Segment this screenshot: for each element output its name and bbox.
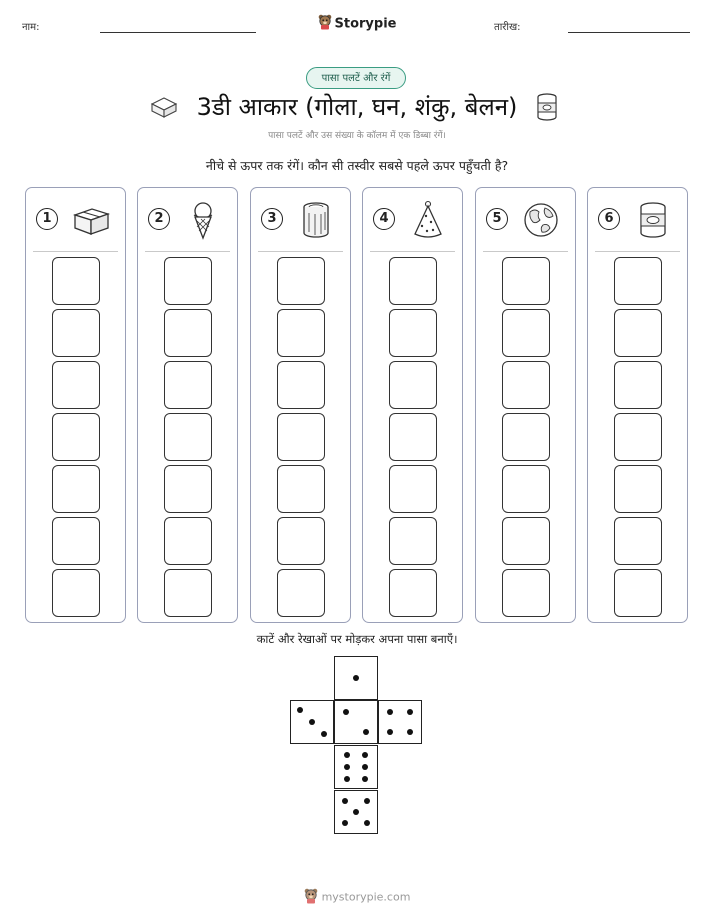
color-box[interactable]: [164, 569, 212, 617]
color-box[interactable]: [52, 309, 100, 357]
column-number: 1: [36, 208, 58, 230]
dice-pip: [407, 729, 413, 735]
column-1: [25, 187, 126, 623]
log-cylinder-icon: [295, 200, 337, 240]
dice-face-1: [334, 656, 378, 700]
column-divider: [33, 251, 118, 252]
color-box[interactable]: [502, 361, 550, 409]
color-box[interactable]: [277, 309, 325, 357]
activity-badge: पासा पलटें और रंगें: [306, 67, 406, 89]
color-box[interactable]: [389, 257, 437, 305]
color-box[interactable]: [277, 465, 325, 513]
party-hat-icon: [407, 200, 449, 240]
color-box[interactable]: [389, 569, 437, 617]
footer: [0, 888, 714, 907]
cut-instruction: काटें और रेखाओं पर मोड़कर अपना पासा बनाएँ।: [256, 632, 458, 646]
color-box[interactable]: [277, 517, 325, 565]
dice-face-2: [334, 700, 378, 744]
dice-face-3: [290, 700, 334, 744]
dice-pip: [344, 752, 350, 758]
dice-pip: [407, 709, 413, 715]
box-icon: [70, 200, 112, 240]
dice-pip: [362, 752, 368, 758]
color-box[interactable]: [52, 361, 100, 409]
dice-face-5: [334, 790, 378, 834]
footer-url[interactable]: mystorypie.com: [321, 890, 411, 904]
color-box[interactable]: [164, 361, 212, 409]
ice-cream-cone-icon: [182, 200, 224, 240]
color-box[interactable]: [389, 361, 437, 409]
dice-pip: [342, 820, 348, 826]
column-divider: [370, 251, 455, 252]
dice-pip: [342, 798, 348, 804]
color-box[interactable]: [52, 517, 100, 565]
color-box[interactable]: [389, 465, 437, 513]
subtitle: पासा पलटें और उस संख्या के कॉलम में एक डिब्बा रंगें।: [268, 131, 446, 141]
color-box[interactable]: [389, 413, 437, 461]
column-5: [475, 187, 576, 623]
color-box[interactable]: [164, 413, 212, 461]
dice-pip: [344, 764, 350, 770]
dice-pip: [362, 764, 368, 770]
color-box[interactable]: [502, 257, 550, 305]
color-box[interactable]: [502, 569, 550, 617]
color-box[interactable]: [52, 413, 100, 461]
color-box[interactable]: [164, 517, 212, 565]
column-number: 2: [148, 208, 170, 230]
color-box[interactable]: [277, 361, 325, 409]
color-box[interactable]: [614, 465, 662, 513]
dice-pip: [344, 776, 350, 782]
dice-pip: [387, 729, 393, 735]
instruction: नीचे से ऊपर तक रंगें। कौन सी तस्वीर सबसे पहले ऊपर पहुँचती है?: [205, 158, 509, 173]
dice-pip: [364, 798, 370, 804]
column-number: 5: [486, 208, 508, 230]
column-divider: [483, 251, 568, 252]
tin-can-title-icon: [536, 92, 558, 126]
brand-name: Storypie: [334, 16, 397, 32]
page-title: 3डी आकार (गोला, घन, शंकु, बेलन): [196, 93, 518, 121]
dice-pip: [353, 809, 359, 815]
column-divider: [595, 251, 680, 252]
dice-pip: [362, 776, 368, 782]
color-box[interactable]: [614, 569, 662, 617]
column-3: [250, 187, 351, 623]
name-label: नाम:: [22, 22, 40, 33]
color-box[interactable]: [614, 517, 662, 565]
dice-pip: [363, 729, 369, 735]
bear-logo-icon: [304, 888, 318, 907]
brand-logo: [0, 14, 714, 34]
color-box[interactable]: [389, 309, 437, 357]
color-box[interactable]: [389, 517, 437, 565]
column-number: 6: [598, 208, 620, 230]
color-box[interactable]: [52, 569, 100, 617]
column-4: [362, 187, 463, 623]
color-box[interactable]: [277, 257, 325, 305]
color-box[interactable]: [502, 465, 550, 513]
color-box[interactable]: [52, 465, 100, 513]
column-number: 3: [261, 208, 283, 230]
color-box[interactable]: [614, 309, 662, 357]
color-box[interactable]: [502, 517, 550, 565]
color-box[interactable]: [164, 465, 212, 513]
tin-can-icon: [632, 200, 674, 240]
color-box[interactable]: [164, 257, 212, 305]
bear-logo-icon: [318, 14, 332, 34]
color-box[interactable]: [277, 569, 325, 617]
column-2: [137, 187, 238, 623]
dice-pip: [297, 707, 303, 713]
globe-icon: [520, 200, 562, 240]
color-box[interactable]: [164, 309, 212, 357]
dice-pip: [309, 719, 315, 725]
color-box[interactable]: [614, 361, 662, 409]
dice-pip: [353, 675, 359, 681]
color-box[interactable]: [614, 413, 662, 461]
date-label: तारीख:: [494, 22, 521, 33]
date-line[interactable]: [568, 32, 690, 33]
dice-pip: [321, 731, 327, 737]
dice-face-6: [334, 745, 378, 789]
color-box[interactable]: [502, 413, 550, 461]
color-box[interactable]: [614, 257, 662, 305]
dice-pip: [387, 709, 393, 715]
column-number: 4: [373, 208, 395, 230]
dice-face-4: [378, 700, 422, 744]
column-divider: [145, 251, 230, 252]
color-box[interactable]: [502, 309, 550, 357]
column-6: [587, 187, 688, 623]
dice-pip: [343, 709, 349, 715]
column-divider: [258, 251, 343, 252]
color-box[interactable]: [52, 257, 100, 305]
color-box[interactable]: [277, 413, 325, 461]
dice-pip: [364, 820, 370, 826]
